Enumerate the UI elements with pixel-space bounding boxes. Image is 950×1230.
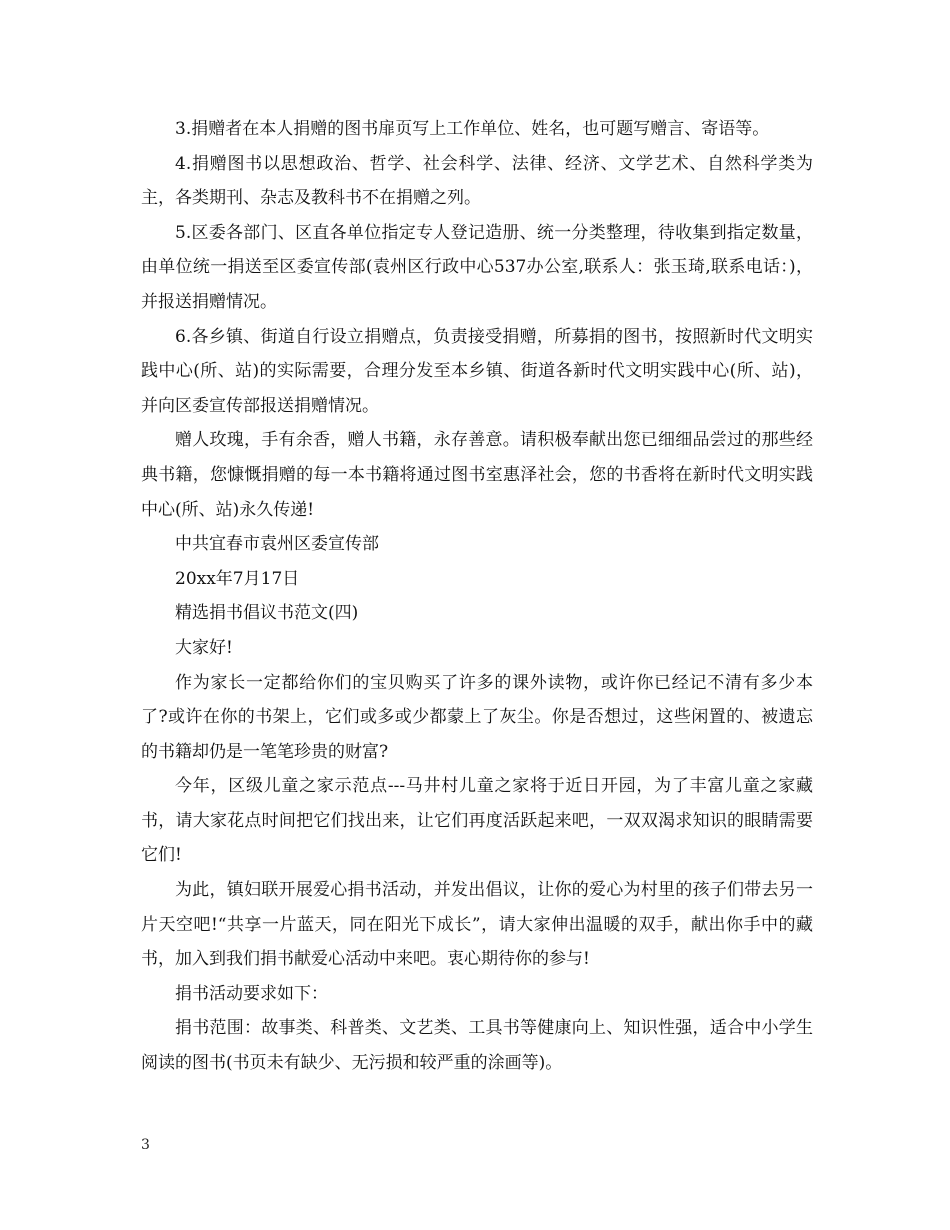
paragraph-opening-news: 今年，区级儿童之家示范点---马井村儿童之家将于近日开园，为了丰富儿童之家藏书，请大家花点时间把它们找出来，让它们再度活跃起来吧，一双双渴求知识的眼睛需要它们! (141, 776, 813, 866)
signature-date: 20xx年7月17日 (175, 568, 300, 589)
paragraph-intro: 作为家长一定都给你们的宝贝购买了许多的课外读物，或许你已经记不清有多少本了?或许在你的书架上，它们或多或少都蒙上了灰尘。你是否想过，这些闲置的、被遗忘的书籍却仍是一笔笔珍贵的财富? (141, 672, 813, 762)
paragraph-item-4: 4.捐赠图书以思想政治、哲学、社会科学、法律、经济、文学艺术、自然科学类为主，各类期刊、杂志及教科书不在捐赠之列。 (141, 153, 813, 209)
paragraph-closing-appeal: 赠人玫瑰，手有余香，赠人书籍，永存善意。请积极奉献出您已细细品尝过的那些经典书籍，您慷慨捐赠的每一本书籍将通过图书室惠泽社会，您的书香将在新时代文明实践中心(所、站)永久传递! (141, 430, 813, 520)
requirements-heading: 捐书活动要求如下： (175, 983, 328, 1004)
greeting: 大家好! (175, 637, 233, 658)
paragraph-item-3: 3.捐赠者在本人捐赠的图书扉页写上工作单位、姓名，也可题写赠言、寄语等。 (175, 119, 770, 139)
paragraph-initiative: 为此，镇妇联开展爱心捐书活动，并发出倡议，让你的爱心为村里的孩子们带去另一片天空吧!“共享一片蓝天，同在阳光下成长”，请大家伸出温暖的双手，献出你手中的藏书，加入到我们捐书献爱心活动中来吧。衷心期待你的参与! (141, 880, 813, 970)
paragraph-item-5: 5.区委各部门、区直各单位指定专人登记造册、统一分类整理，待收集到指定数量，由单位统一捐送至区委宣传部(袁州区行政中心537办公室,联系人：张玉琦,联系电话：)，并报送捐赠情况。 (141, 222, 813, 312)
page-number: 3 (141, 1137, 150, 1153)
paragraph-item-6: 6.各乡镇、街道自行设立捐赠点，负责接受捐赠，所募捐的图书，按照新时代文明实践中心(所、站)的实际需要，合理分发至本乡镇、街道各新时代文明实践中心(所、站)，并向区委宣传部报送捐赠情况。 (141, 326, 813, 416)
signature-organization: 中共宜春市袁州区委宣传部 (175, 534, 379, 555)
section-title: 精选捐书倡议书范文(四) (175, 603, 359, 624)
document-body (141, 112, 813, 1081)
requirement-scope: 捐书范围：故事类、科普类、文艺类、工具书等健康向上、知识性强，适合中小学生阅读的图书(书页未有缺少、无污损和较严重的涂画等)。 (141, 1018, 813, 1074)
